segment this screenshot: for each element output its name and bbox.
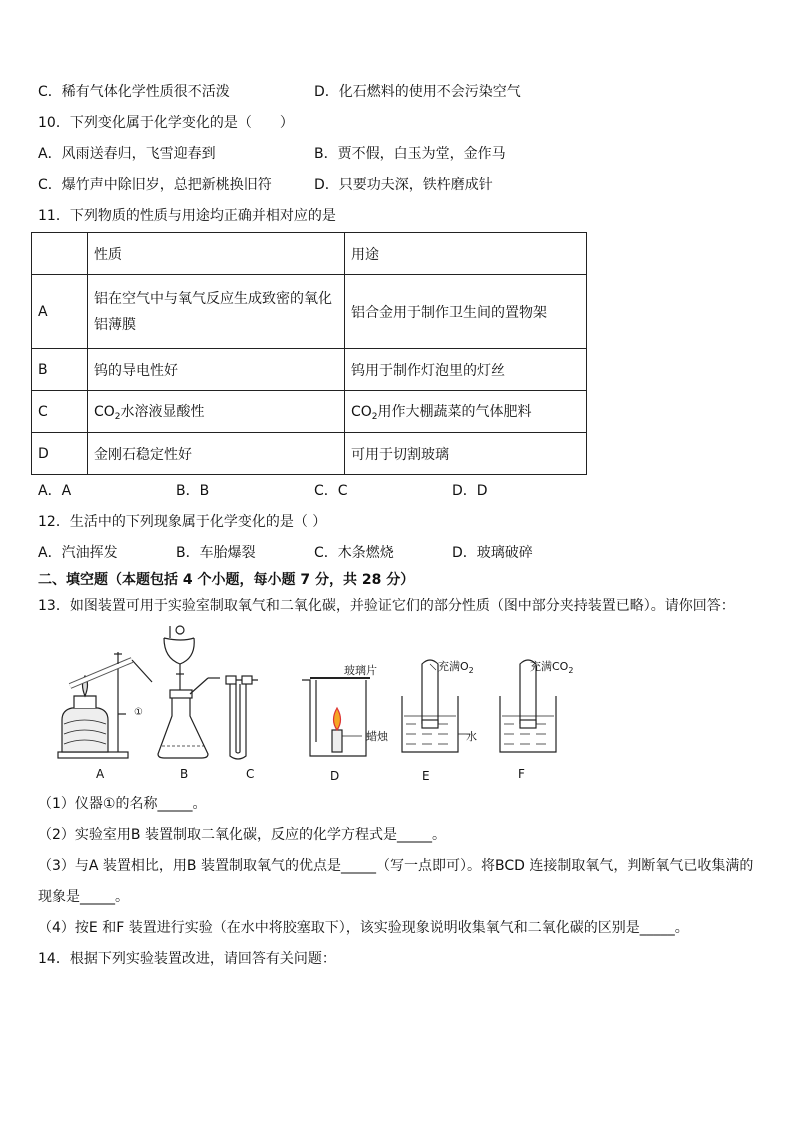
q13-part2: （2）实验室用B 装置制取二氧化碳，反应的化学方程式是_____。 [38,827,446,843]
apparatus-figure [40,624,600,784]
apparatus-b [158,626,220,758]
q13-part4: （4）按E 和F 装置进行实验（在水中将胶塞取下），该实验现象说明收集氧气和二氧化碳的区别是_____。 [38,920,689,936]
apparatus-c [226,676,258,759]
label-co2-subscript: 2 [568,666,574,675]
q12-option-d: D．玻璃破碎 [452,545,533,561]
q11-answer-d: D．D [452,483,488,499]
q12-option-b: B．车胎爆裂 [176,545,256,561]
q11-answer-c: C．C [314,483,348,499]
apparatus-e [402,660,470,752]
q11-stem: 11．下列物质的性质与用途均正确并相对应的是 [38,208,336,224]
table-header-row [32,233,587,275]
label-full-co2-text: 充满CO [530,660,569,673]
formula-co: CO [94,404,115,420]
row-use: 钨用于制作灯泡里的灯丝 [345,349,587,391]
label-full-co2 [530,659,573,675]
q12-stem: 12．生活中的下列现象属于化学变化的是（ ） [38,514,327,530]
row-property: 金刚石稳定性好 [88,433,345,475]
row-label: D [32,433,88,475]
row-label: B [32,349,88,391]
q13-stem: 13．如图装置可用于实验室制取氧气和二氧化碳，并验证它们的部分性质（图中部分夹持装置已略）。请你回答： [38,598,735,614]
row-use [345,391,587,433]
label-a: A [96,767,105,781]
marker-circled-1: ① [134,707,143,718]
row-property-text: 水溶液显酸性 [120,404,205,420]
q10-option-b: B．贾不假，白玉为堂，金作马 [314,146,506,162]
row-use: 可用于切割玻璃 [345,433,587,475]
formula-subscript: 2 [114,412,121,422]
table-row [32,275,587,349]
apparatus-f [500,660,556,752]
q10-option-d: D．只要功夫深，铁杵磨成针 [314,177,493,193]
q12-option-a: A．汽油挥发 [38,545,118,561]
label-o2-subscript: 2 [468,666,474,675]
row-property-line2: 铝薄膜 [94,316,136,333]
row-property-line1: 铝在空气中与氧气反应生成致密的氧化 [94,290,332,307]
label-full-o2 [438,659,474,675]
q12-option-c: C．木条燃烧 [314,545,394,561]
q9-option-c: C．稀有气体化学性质很不活泼 [38,84,230,100]
q9-option-d: D．化石燃料的使用不会污染空气 [314,84,521,100]
q14-stem: 14．根据下列实验装置改进，请回答有关问题： [38,951,336,967]
label-d: D [330,769,340,783]
table-row [32,391,587,433]
label-c: C [246,767,255,781]
q13-part3-line1: （3）与A 装置相比，用B 装置制取氧气的优点是_____（写一点即可）。将BCD 连接制取氧气，判断氧气已收集满的 [38,858,754,874]
q10-option-a: A．风雨送春归，飞雪迎春到 [38,146,216,162]
q10-stem: 10．下列变化属于化学变化的是（ ） [38,115,294,131]
table-header-blank [32,233,88,275]
row-label: C [32,391,88,433]
row-property: 钨的导电性好 [88,349,345,391]
q11-answer-b: B．B [176,483,210,499]
q10-option-c: C．爆竹声中除旧岁，总把新桃换旧符 [38,177,272,193]
label-full-o2-text: 充满O [438,660,469,673]
table-header-use: 用途 [345,233,587,275]
row-label: A [32,275,88,349]
row-property [88,275,345,349]
q11-answer-a: A．A [38,483,72,499]
label-glass-plate: 玻璃片 [344,664,377,677]
label-water: 水 [466,730,477,743]
apparatus-d [302,678,370,756]
formula-co: CO [351,404,372,420]
label-candle: 蜡烛 [366,730,388,743]
q13-part3-line2: 现象是_____。 [38,889,129,905]
table-row [32,349,587,391]
formula-subscript: 2 [371,412,378,422]
row-use: 铝合金用于制作卫生间的置物架 [345,275,587,349]
row-property [88,391,345,433]
q13-part1: （1）仪器①的名称_____。 [38,796,207,812]
table-row [32,433,587,475]
row-use-text: 用作大棚蔬菜的气体肥料 [377,404,532,420]
section-heading: 二、填空题（本题包括 4 个小题，每小题 7 分，共 28 分） [38,572,415,588]
label-b: B [180,767,189,781]
q11-property-table [31,232,587,475]
label-e: E [422,769,430,783]
apparatus-a [58,652,152,758]
label-f: F [518,767,525,781]
table-header-property: 性质 [88,233,345,275]
